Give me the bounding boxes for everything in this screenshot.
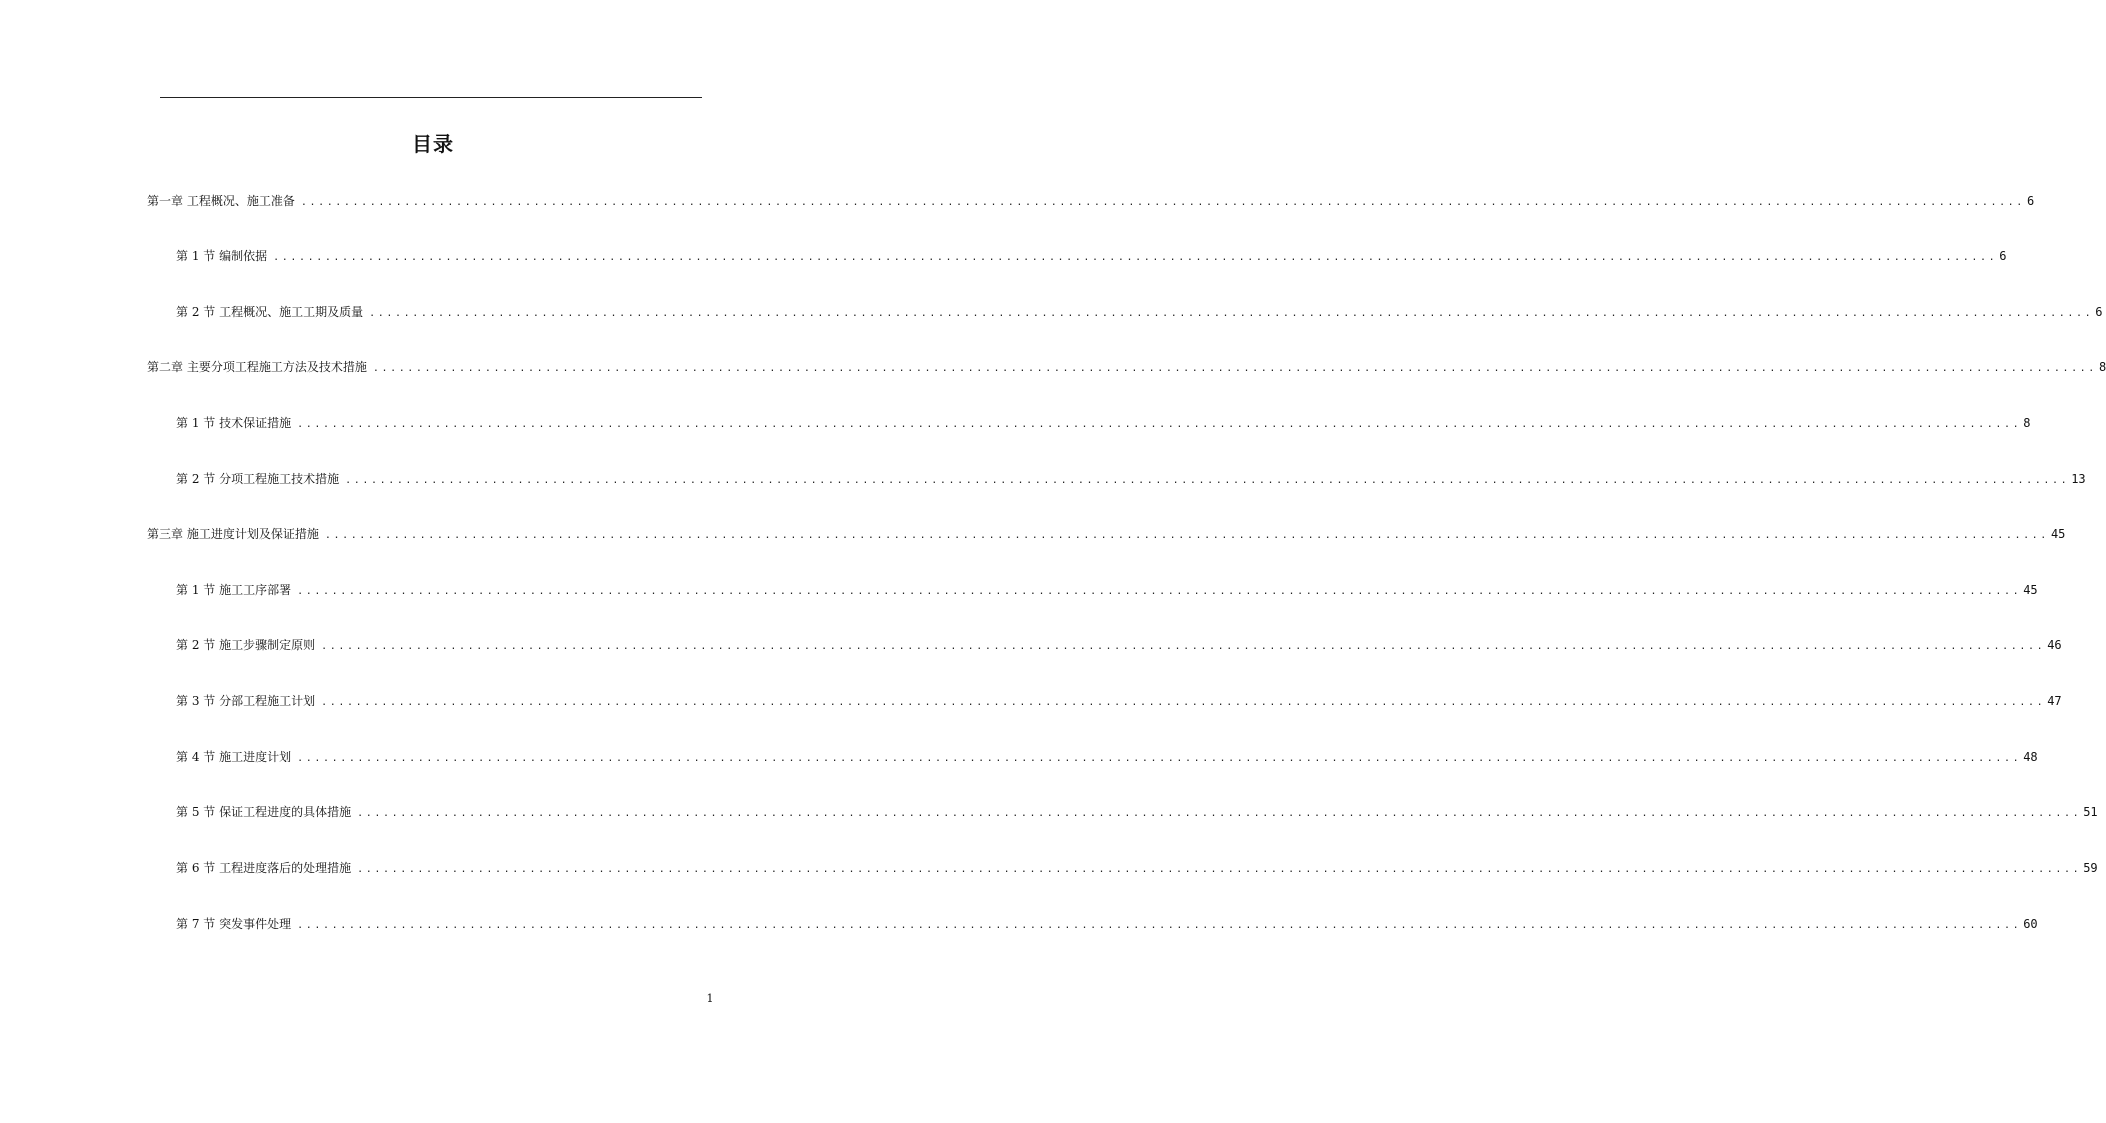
header-rule xyxy=(160,97,702,98)
toc-dot-leader: ........................................................................................................................................................................................................ xyxy=(321,641,2046,652)
toc-dot-leader: ........................................................................................................................................................................................................ xyxy=(321,697,2046,708)
page-number: 1 xyxy=(706,992,714,1005)
toc-dot-leader: ........................................................................................................................................................................................................ xyxy=(345,475,2070,486)
toc-entry-label: 第 1 节 编制依据 xyxy=(176,249,268,263)
toc-entry-label: 第 7 节 突发事件处理 xyxy=(176,917,292,931)
toc-entry-page: 45 xyxy=(2023,583,2038,597)
toc-entry-page: 60 xyxy=(2023,917,2038,931)
toc-dot-leader: ........................................................................................................................................................................................................ xyxy=(297,753,2022,764)
toc-title: 目录 xyxy=(412,132,454,156)
toc-entry-page: 13 xyxy=(2071,472,2086,486)
toc-dot-leader: ........................................................................................................................................................................................................ xyxy=(297,586,2022,597)
toc-entry-page: 51 xyxy=(2083,805,2098,819)
toc-entry-page: 47 xyxy=(2047,694,2062,708)
toc-entry-label: 第三章 施工进度计划及保证措施 xyxy=(147,527,319,541)
toc-dot-leader: ........................................................................................................................................................................................................ xyxy=(300,197,2025,208)
toc-entry-page: 8 xyxy=(2023,416,2031,430)
toc-entry-page: 8 xyxy=(2098,360,2106,374)
toc-entry-label: 第 5 节 保证工程进度的具体措施 xyxy=(176,805,352,819)
toc-entry[interactable] xyxy=(176,471,2086,487)
toc-entry[interactable] xyxy=(176,916,2038,932)
toc-entry-label: 第 1 节 施工工序部署 xyxy=(176,583,292,597)
toc-entry-label: 第 2 节 施工步骤制定原则 xyxy=(176,638,316,652)
toc-entry[interactable] xyxy=(176,248,2007,264)
toc-entry-page: 59 xyxy=(2083,861,2098,875)
toc-entry-label: 第 2 节 工程概况、施工工期及质量 xyxy=(176,305,364,319)
toc-entry[interactable] xyxy=(176,415,2031,431)
toc-dot-leader: ........................................................................................................................................................................................................ xyxy=(297,419,2022,430)
toc-entry-label: 第 3 节 分部工程施工计划 xyxy=(176,694,316,708)
toc-entry-label: 第 6 节 工程进度落后的处理措施 xyxy=(176,861,352,875)
toc-entry[interactable] xyxy=(147,526,2066,542)
toc-dot-leader: ........................................................................................................................................................................................................ xyxy=(324,530,2049,541)
toc-entry-label: 第 1 节 技术保证措施 xyxy=(176,416,292,430)
toc-entry[interactable] xyxy=(147,193,2035,209)
toc-dot-leader: ........................................................................................................................................................................................................ xyxy=(372,363,2097,374)
toc-dot-leader: ........................................................................................................................................................................................................ xyxy=(273,252,1998,263)
toc-entry[interactable] xyxy=(147,359,2106,375)
toc-dot-leader: ........................................................................................................................................................................................................ xyxy=(357,864,2082,875)
toc-dot-leader: ........................................................................................................................................................................................................ xyxy=(357,808,2082,819)
toc-entry-label: 第 2 节 分项工程施工技术措施 xyxy=(176,472,340,486)
toc-entry-label: 第二章 主要分项工程施工方法及技术措施 xyxy=(147,360,367,374)
toc-entry[interactable] xyxy=(176,804,2098,820)
toc-entry[interactable] xyxy=(176,693,2062,709)
toc-entry-page: 6 xyxy=(1999,249,2007,263)
toc-entry-label: 第一章 工程概况、施工准备 xyxy=(147,194,295,208)
toc-dot-leader: ........................................................................................................................................................................................................ xyxy=(369,308,2094,319)
toc-entry[interactable] xyxy=(176,637,2062,653)
toc-entry[interactable] xyxy=(176,582,2038,598)
toc-entry-page: 6 xyxy=(2026,194,2035,208)
toc-entry-page: 46 xyxy=(2047,638,2062,652)
toc-entry-page: 6 xyxy=(2095,305,2103,319)
toc-entry-page: 48 xyxy=(2023,750,2038,764)
toc-entry[interactable] xyxy=(176,304,2103,320)
toc-entry[interactable] xyxy=(176,749,2038,765)
toc-entry-page: 45 xyxy=(2050,527,2066,541)
toc-dot-leader: ........................................................................................................................................................................................................ xyxy=(297,920,2022,931)
toc-entry[interactable] xyxy=(176,860,2098,876)
toc-entry-label: 第 4 节 施工进度计划 xyxy=(176,750,292,764)
